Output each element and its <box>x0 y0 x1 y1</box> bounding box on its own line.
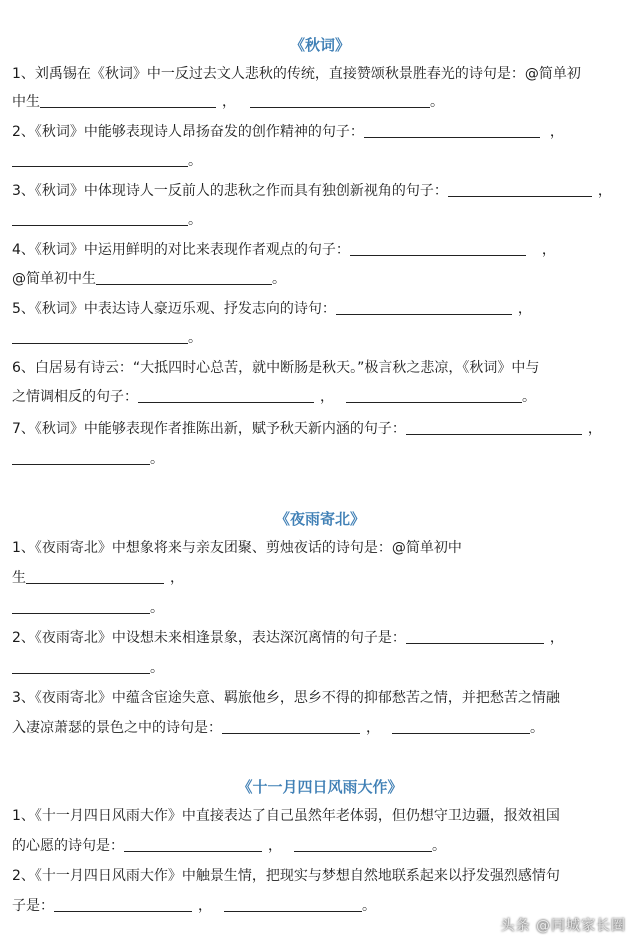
answer-blank[interactable] <box>392 718 530 734</box>
question-3-line-2 <box>12 718 544 738</box>
question-2-line-1: 2、《十一月四日风雨大作》中触景生情，把现实与梦想自然地联系起来以抒发强烈感情句 <box>12 868 560 884</box>
question-4-line-1 <box>12 240 556 260</box>
period: 。 <box>272 271 286 287</box>
watermark: 头条 @同城家长圈 <box>500 918 626 934</box>
comma: ， <box>170 570 184 586</box>
question-1-prefix: 的心愿的诗句是： <box>12 838 124 854</box>
answer-blank[interactable] <box>222 718 360 734</box>
answer-blank[interactable] <box>12 151 188 167</box>
answer-blank[interactable] <box>12 210 188 226</box>
question-2-line-2 <box>12 658 164 678</box>
answer-blank[interactable] <box>54 896 192 912</box>
period: 。 <box>150 660 164 676</box>
answer-blank[interactable] <box>12 598 150 614</box>
comma: ， <box>517 301 532 317</box>
period: 。 <box>362 898 376 914</box>
answer-blank[interactable] <box>294 836 432 852</box>
comma: ， <box>549 124 564 140</box>
question-7-text: 7、《秋词》中能够表现作者推陈出新，赋予秋天新内涵的句子： <box>12 421 406 437</box>
answer-blank[interactable] <box>406 419 582 435</box>
answer-blank[interactable] <box>364 122 540 138</box>
answer-blank[interactable] <box>26 568 164 584</box>
comma: ， <box>222 94 236 110</box>
answer-blank[interactable] <box>336 299 512 315</box>
section-title-yeyujibei: 《夜雨寄北》 <box>274 510 365 528</box>
question-3-prefix: 入凄凉萧瑟的景色之中的诗句是： <box>12 720 222 736</box>
question-5-text: 5、《秋词》中表达诗人豪迈乐观、抒发志向的诗句： <box>12 301 336 317</box>
question-1-line-1: 1、刘禹锡在《秋词》中一反过去文人悲秋的传统，直接赞颂秋景胜春光的诗句是：@简单初 <box>12 66 581 82</box>
question-4-text: 4、《秋词》中运用鲜明的对比来表现作者观点的句子： <box>12 242 350 258</box>
question-3-text: 3、《秋词》中体现诗人一反前人的悲秋之作而具有独创新视角的句子： <box>12 183 448 199</box>
question-7-line-2 <box>12 449 164 469</box>
question-1-prefix: 中生 <box>12 94 40 110</box>
question-3-line-1: 3、《夜雨寄北》中蕴含宦途失意、羁旅他乡，思乡不得的抑郁愁苦之情，并把愁苦之情融 <box>12 690 560 706</box>
answer-blank[interactable] <box>12 328 188 344</box>
question-3-line-2 <box>12 210 202 230</box>
answer-blank[interactable] <box>124 836 262 852</box>
question-1-prefix: 生 <box>12 570 26 586</box>
period: 。 <box>188 212 202 228</box>
section-title-qiuci: 《秋词》 <box>289 36 350 54</box>
answer-blank[interactable] <box>350 240 526 256</box>
answer-blank[interactable] <box>12 658 150 674</box>
answer-blank[interactable] <box>12 449 150 465</box>
period: 。 <box>188 330 202 346</box>
question-2-prefix: 子是： <box>12 898 54 914</box>
question-1-line-1: 1、《十一月四日风雨大作》中直接表达了自己虽然年老体弱，但仍想守卫边疆，报效祖国 <box>12 808 560 824</box>
comma: ， <box>320 389 334 405</box>
question-1-line-2 <box>12 92 444 112</box>
question-5-line-2 <box>12 328 202 348</box>
question-1-line-3 <box>12 598 164 618</box>
comma: ， <box>366 720 380 736</box>
question-5-line-1 <box>12 299 532 319</box>
question-1-line-1: 1、《夜雨寄北》中想象将来与亲友团聚、剪烛夜话的诗句是：@简单初中 <box>12 540 462 556</box>
answer-blank[interactable] <box>40 92 216 108</box>
period: 。 <box>432 838 446 854</box>
question-7-line-1 <box>12 419 602 439</box>
answer-blank[interactable] <box>138 387 314 403</box>
question-3-line-1 <box>12 181 612 201</box>
comma: ， <box>597 183 612 199</box>
question-2-text: 2、《秋词》中能够表现诗人昂扬奋发的创作精神的句子： <box>12 124 364 140</box>
question-1-line-2 <box>12 568 184 588</box>
answer-blank[interactable] <box>346 387 522 403</box>
period: 。 <box>522 389 536 405</box>
period: 。 <box>150 451 164 467</box>
question-2-line-1 <box>12 122 564 142</box>
question-2-line-2 <box>12 896 376 916</box>
comma: ， <box>587 421 602 437</box>
comma: ， <box>268 838 282 854</box>
period: 。 <box>530 720 544 736</box>
question-2-line-2 <box>12 151 202 171</box>
question-6-line-1: 6、白居易有诗云：“大抵四时心总苦，就中断肠是秋天。”极言秋之悲凉，《秋词》中与 <box>12 360 540 376</box>
answer-blank[interactable] <box>406 628 544 644</box>
section-title-shiyiyue: 《十一月四日风雨大作》 <box>237 778 403 796</box>
period: 。 <box>430 94 444 110</box>
question-6-line-2 <box>12 387 536 407</box>
answer-blank[interactable] <box>96 269 272 285</box>
answer-blank[interactable] <box>224 896 362 912</box>
question-4-line-2 <box>12 269 286 289</box>
period: 。 <box>150 600 164 616</box>
question-6-prefix: 之情调相反的句子： <box>12 389 138 405</box>
question-2-text: 2、《夜雨寄北》中设想未来相逢景象，表达深沉离情的句子是： <box>12 630 406 646</box>
question-4-prefix: @简单初中生 <box>12 271 96 287</box>
comma: ， <box>198 898 212 914</box>
period: 。 <box>188 153 202 169</box>
answer-blank[interactable] <box>250 92 430 108</box>
question-2-line-1 <box>12 628 564 648</box>
answer-blank[interactable] <box>448 181 592 197</box>
comma: ， <box>541 242 556 258</box>
question-1-line-2 <box>12 836 446 856</box>
comma: ， <box>549 630 564 646</box>
